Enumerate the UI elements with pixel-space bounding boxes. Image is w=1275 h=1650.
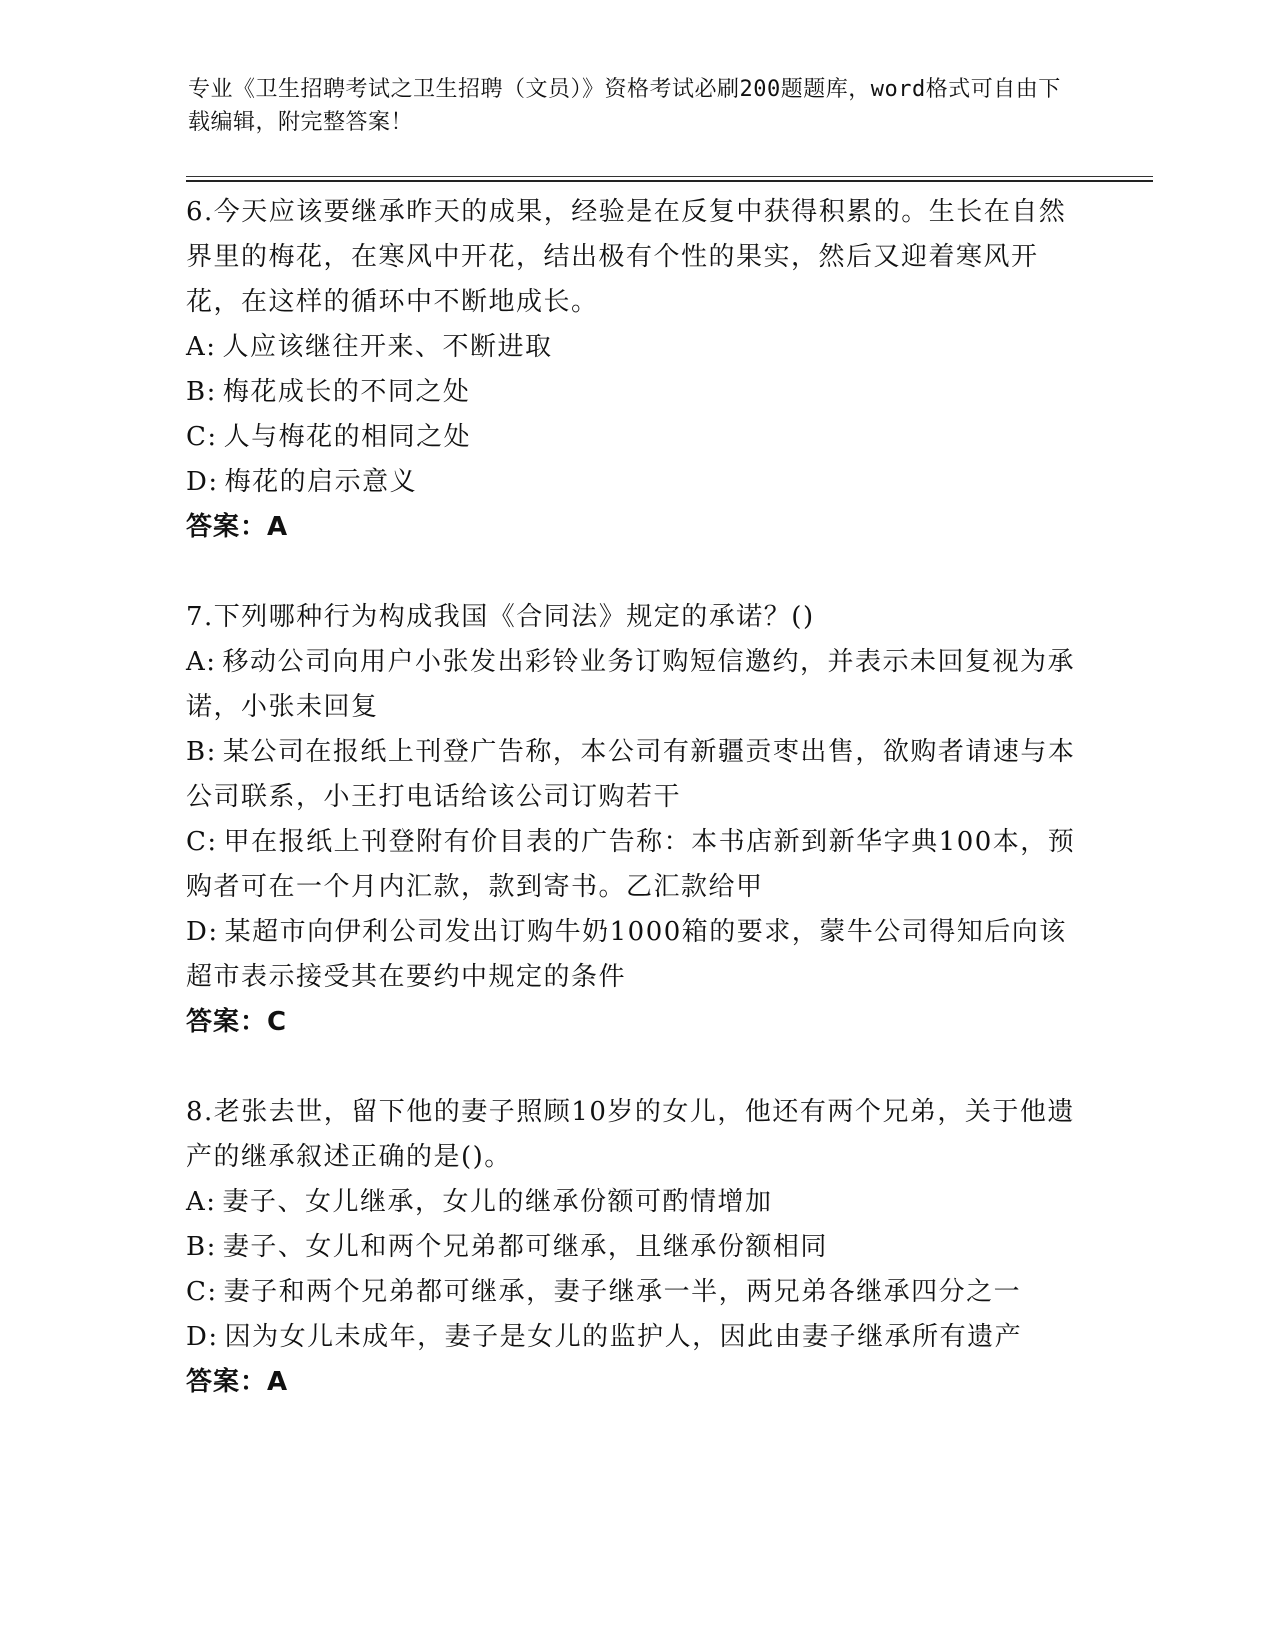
- option-text: 梅花的启示意义: [224, 467, 418, 497]
- option-key: C:: [186, 827, 218, 857]
- question-stem: 6.今天应该要继承昨天的成果，经验是在反复中获得积累的。生长在自然界里的梅花，在寒风中开花，结出极有个性的果实，然后又迎着寒风开花，在这样的循环中不断地成长。: [186, 197, 1067, 317]
- answer-label: 答案：: [186, 512, 268, 542]
- option-key: A:: [186, 647, 217, 677]
- option-text: 甲在报纸上刊登附有价目表的广告称：本书店新到新华字典100本，预购者可在一个月内汇款，款到寄书。乙汇款给甲: [186, 827, 1076, 902]
- answer-line: [186, 505, 1076, 550]
- answer-label: 答案：: [186, 1007, 268, 1037]
- question-6: [186, 190, 1076, 550]
- document-header: [188, 73, 1068, 139]
- question-list: [186, 190, 1076, 1450]
- question-8: [186, 1090, 1076, 1405]
- option-key: B:: [186, 737, 217, 767]
- option-key: C:: [186, 422, 218, 452]
- option-key: A:: [186, 1187, 217, 1217]
- answer-value: A: [267, 1367, 288, 1397]
- option-c: [186, 1270, 1076, 1315]
- option-d: [186, 1315, 1076, 1360]
- answer-line: [186, 1360, 1076, 1405]
- option-c: [186, 415, 1076, 460]
- question-stem: 7.下列哪种行为构成我国《合同法》规定的承诺？(): [186, 602, 815, 632]
- option-a: [186, 1180, 1076, 1225]
- option-a: [186, 325, 1076, 370]
- option-text: 某超市向伊利公司发出订购牛奶1000箱的要求，蒙牛公司得知后向该超市表示接受其在要约中规定的条件: [186, 917, 1067, 992]
- option-text: 人与梅花的相同之处: [223, 422, 472, 452]
- option-b: [186, 1225, 1076, 1270]
- option-key: B:: [186, 1232, 217, 1262]
- option-text: 梅花成长的不同之处: [222, 377, 471, 407]
- option-key: A:: [186, 332, 217, 362]
- option-text: 妻子和两个兄弟都可继承，妻子继承一半，两兄弟各继承四分之一: [223, 1277, 1022, 1307]
- option-key: D:: [186, 917, 219, 947]
- header-divider-thin: [186, 176, 1153, 177]
- option-text: 人应该继往开来、不断进取: [222, 332, 553, 362]
- option-key: D:: [186, 467, 219, 497]
- header-text: 专业《卫生招聘考试之卫生招聘（文员）》资格考试必刷200题题库，word格式可自由下载编辑，附完整答案！: [188, 77, 1061, 135]
- answer-label: 答案：: [186, 1367, 268, 1397]
- option-b: [186, 730, 1076, 820]
- option-text: 因为女儿未成年，妻子是女儿的监护人，因此由妻子继承所有遗产: [224, 1322, 1023, 1352]
- answer-line: [186, 1000, 1076, 1045]
- question-stem: 8.老张去世，留下他的妻子照顾10岁的女儿，他还有两个兄弟，关于他遗产的继承叙述正确的是()。: [186, 1097, 1075, 1172]
- option-key: B:: [186, 377, 217, 407]
- option-text: 某公司在报纸上刊登广告称，本公司有新疆贡枣出售，欲购者请速与本公司联系，小王打电话给该公司订购若干: [186, 737, 1076, 812]
- option-c: [186, 820, 1076, 910]
- option-a: [186, 640, 1076, 730]
- option-d: [186, 460, 1076, 505]
- option-d: [186, 910, 1076, 1000]
- option-key: C:: [186, 1277, 218, 1307]
- question-7: [186, 595, 1076, 1045]
- option-key: D:: [186, 1322, 219, 1352]
- option-text: 妻子、女儿继承，女儿的继承份额可酌情增加: [222, 1187, 773, 1217]
- answer-value: A: [267, 512, 288, 542]
- option-text: 移动公司向用户小张发出彩铃业务订购短信邀约，并表示未回复视为承诺，小张未回复: [186, 647, 1076, 722]
- answer-value: C: [267, 1007, 287, 1037]
- option-b: [186, 370, 1076, 415]
- option-text: 妻子、女儿和两个兄弟都可继承，且继承份额相同: [222, 1232, 828, 1262]
- header-divider-thick: [186, 180, 1153, 182]
